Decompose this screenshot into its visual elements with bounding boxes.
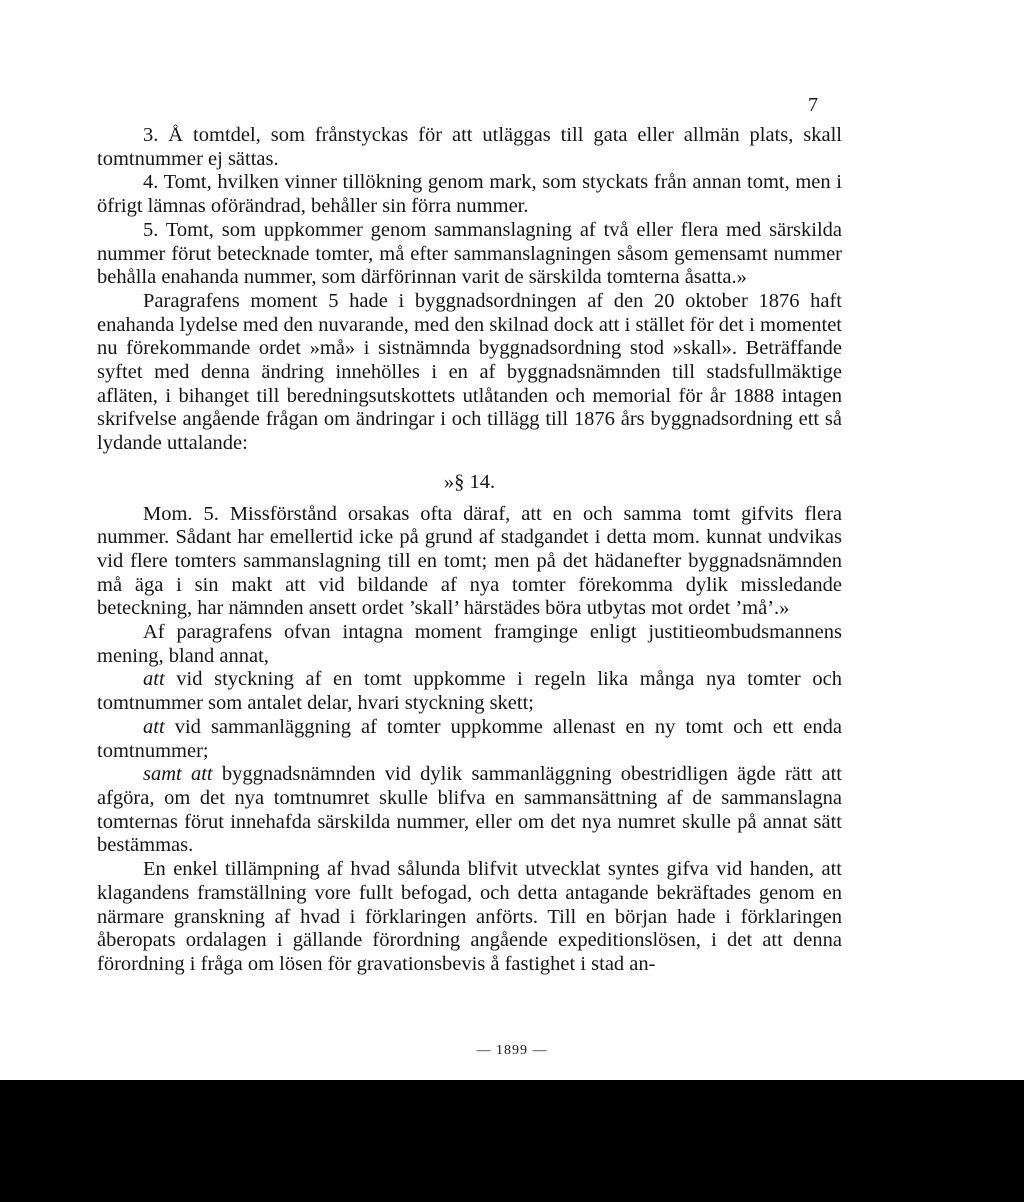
clause-2-text: vid sammanläggning af tomter uppkomme allenast en ny tomt och ett enda tomtnummer; [97, 715, 842, 762]
quoted-moment: Mom. 5. Missförstånd orsakas ofta däraf, att en och samma tomt gifvits flera nummer. Sådant har emellertid icke på grund af stadgandet i detta mom. kunnat undvikas vid flere tomters sammanslagning till en tomt; men på det hädanefter byggnadsnämnden må äga i sin makt att vid bildande af nya tomter förekomma dylik missledande beteckning, har nämnden ansett ordet ’skall’ härstädes böra utbytas mot ordet ’må’.» [97, 502, 842, 620]
clause-2-lead: att [143, 715, 165, 738]
paragraph-ombudsman: Af paragrafens ofvan intagna moment framginge enligt justitieombudsmannens mening, bland annat, [97, 621, 842, 667]
paragraph-commentary: Paragrafens moment 5 hade i byggnadsordningen af den 20 oktober 1876 haft enahanda lydelse med den nuvarande, med den skilnad dock att i stället för det i momentet nu förekommande ordet »må» i sistnämnda byggnadsordning stod »skall». Beträffande syftet med denna ändring innehölles i en af byggnadsnämnden till stadsfullmäktige afläten, i bihanget till beredningsutskottets utlåtanden och memorial för år 1888 intagen skrifvelse angående frågan om ändringar i och tillägg till 1876 års byggnadsordning ett så lydande uttalande: [97, 289, 842, 455]
paragraph-5: 5. Tomt, som uppkommer genom sammanslagning af två eller flera med särskilda nummer förut betecknade tomter, må efter sammanslagningen såsom gemensamt nummer behålla enahanda nummer, som därförinnan varit de särskilda tomterna åsatta.» [97, 218, 842, 289]
clause-3-text: byggnadsnämnden vid dylik sammanläggning obestridligen ägde rätt att afgöra, om det nya tomtnumret skulle blifva en sammansättning af de sammanslagna tomternas förut innehafda särskilda nummer, eller om det nya numret skulle på annat sätt bestämmas. [97, 763, 842, 857]
paragraph-conclusion: En enkel tillämpning af hvad sålunda blifvit utvecklat syntes gifva vid handen, att klagandens framställning vore fullt befogad, och detta antagande bekräftades genom en närmare granskning af hvad i förklaringen anförts. Till en början hade i förklaringen åberopats ordalagen i gällande förordning angående expeditionslösen, i det att denna förordning i fråga om lösen för gravationsbevis å fastighet i stad an- [97, 858, 842, 975]
footer-year-mark: — 1899 — [476, 1043, 548, 1058]
page-number: 7 [808, 94, 818, 116]
clause-1-text: vid styckning af en tomt uppkomme i regeln lika många nya tomter och tomtnummer som antalet delar, hvari styckning skett; [97, 668, 842, 715]
clause-1 [97, 668, 842, 715]
clause-3 [97, 763, 842, 858]
clause-3-lead: samt att [143, 763, 213, 786]
paragraph-4: 4. Tomt, hvilken vinner tillökning genom mark, som styckats från annan tomt, men i öfrigt lämnas oförändrad, behåller sin förra nummer. [97, 171, 842, 218]
clause-1-lead: att [143, 668, 165, 691]
paragraph-3: 3. Å tomtdel, som frånstyckas för att utläggas till gata eller allmän plats, skall tomtnummer ej sättas. [97, 124, 842, 170]
section-heading: »§ 14. [443, 470, 496, 493]
body-text [97, 124, 842, 977]
clause-2 [97, 716, 842, 763]
